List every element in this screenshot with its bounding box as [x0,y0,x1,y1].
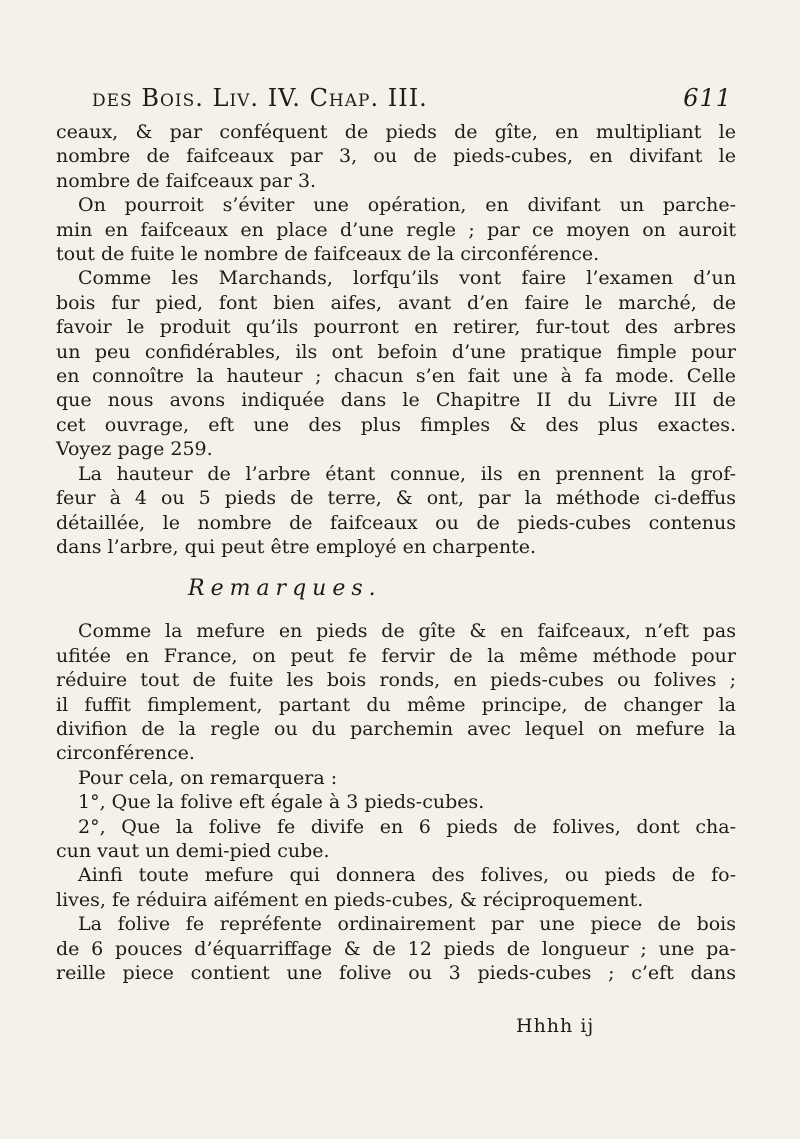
text-line: ceaux, & par conféquent de pieds de gîte, en multipliant le [56,121,736,143]
text-line: en connoître la hauteur ; chacun s’en fait une à fa mode. Celle [56,365,736,388]
text-line: ufitée en France, on peut fe fervir de la même méthode pour [56,644,736,667]
text-line: circonférence. [56,742,195,765]
text-line: tout de fuite le nombre de faifceaux de la circonférence. [56,243,600,266]
text-line: Comme les Marchands, lorfqu’ils vont faire l’examen d’un [78,267,736,290]
text-line: On pourroit s’éviter une opération, en divifant un parche- [78,194,736,217]
text-line: Comme la mefure en pieds de gîte & en faifceaux, n’eft pas [78,620,736,643]
section-heading: Remarques. [188,576,382,602]
running-title: des Bois. Liv. IV. Chap. III. [92,84,428,112]
body-text [56,120,736,985]
text-line: cet ouvrage, eft une des plus fimples & des plus exactes. [56,413,736,436]
text-section-1 [56,120,736,559]
text-line: reille piece contient une folive ou 3 pieds-cubes ; c’eft dans [56,962,736,984]
text-line: Ainfi toute mefure qui donnera des folives, ou pieds de fo- [78,864,736,887]
text-line: de 6 pouces d’équarriffage & de 12 pieds de longueur ; une pa- [56,937,736,960]
text-line: un peu confidérables, ils ont befoin d’une pratique fimple pour [56,340,736,363]
text-line: bois fur pied, font bien aifes, avant d’en faire le marché, de [56,291,736,314]
text-line: favoir le produit qu’ils pourront en retirer, fur-tout des arbres [56,316,736,339]
text-line: cun vaut un demi-pied cube. [56,839,330,862]
text-line: min en faifceaux en place d’une regle ; par ce moyen on auroit [56,218,736,241]
text-line: il fuffit fimplement, partant du même principe, de changer la [56,693,736,716]
text-line: nombre de faifceaux par 3. [56,169,317,192]
text-line: que nous avons indiquée dans le Chapitre II du Livre III de [56,389,736,412]
text-line: réduire tout de fuite les bois ronds, en pieds-cubes ou folives ; [56,669,736,692]
text-line: 1°, Que la folive eft égale à 3 pieds-cubes. [78,791,485,814]
text-line: La folive fe repréfente ordinairement par une piece de bois [78,913,736,936]
text-line: feur à 4 ou 5 pieds de terre, & ont, par la méthode ci-deffus [56,487,736,510]
page-number: 611 [683,84,732,112]
text-line: Pour cela, on remarquera : [78,766,338,789]
text-line: Voyez page 259. [56,438,213,461]
text-line: nombre de faifceaux par 3, ou de pieds-cubes, en divifant le [56,145,736,168]
text-line: La hauteur de l’arbre étant connue, ils en prennent la grof- [78,462,736,485]
text-line: dans l’arbre, qui peut être employé en charpente. [56,535,537,558]
text-line: détaillée, le nombre de faifceaux ou de pieds-cubes contenus [56,511,736,534]
text-line: 2°, Que la folive fe divife en 6 pieds de folives, dont cha- [78,815,736,838]
text-line: lives, fe réduira aifément en pieds-cubes, & réciproquement. [56,888,644,911]
signature-mark: Hhhh ij [516,1015,595,1037]
page-header [92,78,732,118]
text-section-2 [56,619,736,985]
text-line: divifion de la regle ou du parchemin avec lequel on mefure la [56,717,736,740]
